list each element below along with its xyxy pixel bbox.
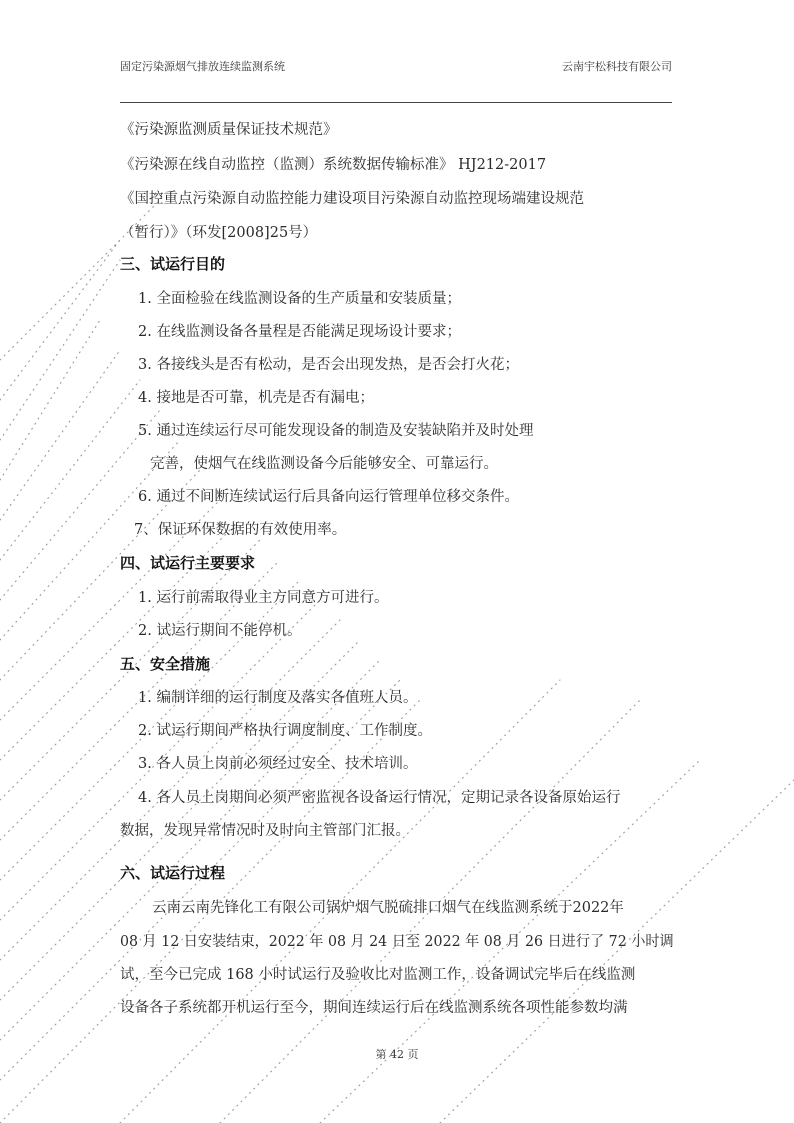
reference-line: 《国控重点污染源自动监控能力建设项目污染源自动监控现场端建设规范 (120, 191, 584, 207)
reference-line: 《污染源监测质量保证技术规范》 (120, 122, 338, 138)
header-company: 云南宇松科技有限公司 (562, 60, 672, 73)
paragraph-line: 试，至今已完成 168 小时试运行及验收比对监测工作，设备调试完毕后在线监测 (120, 967, 636, 983)
list-item: 7、保证环保数据的有效使用率。 (134, 522, 347, 538)
paragraph-line: 云南云南先锋化工有限公司锅炉烟气脱硫排口烟气在线监测系统于2022年 (152, 900, 624, 916)
list-item: 2. 在线监测设备各量程是否能满足现场设计要求； (138, 324, 461, 340)
list-item: 2. 试运行期间不能停机。 (138, 623, 302, 639)
watermark-dot-line (0, 380, 140, 560)
header-divider (120, 102, 672, 103)
list-item: 5. 通过连续运行尽可能发现设备的制造及安装缺陷并及时处理 (138, 423, 534, 439)
list-item: 1. 编制详细的运行制度及落实各值班人员。 (138, 690, 418, 706)
section-heading: 六、试运行过程 (120, 864, 226, 882)
watermark-dot-line (0, 320, 100, 480)
section-heading: 四、试运行主要要求 (120, 554, 256, 572)
list-item: 1. 运行前需取得业主方同意方可进行。 (138, 590, 389, 606)
section-heading: 三、试运行目的 (120, 255, 226, 273)
list-item: 4. 各人员上岗期间必须严密监视各设备运行情况，定期记录各设备原始运行 (138, 790, 621, 806)
page-number: 第 42 页 (375, 1048, 419, 1061)
paragraph-line: 08 月 12 日安装结束，2022 年 08 月 24 日至 2022 年 08 月 26 日进行了 72 小时调 (120, 934, 674, 950)
list-item: 数据，发现异常情况时及时向主管部门汇报。 (120, 823, 410, 839)
paragraph-line: 设备各子系统都开机运行至今，期间连续运行后在线监测系统各项性能参数均满 (120, 1000, 628, 1016)
list-item: 3. 各接线头是否有松动，是否会出现发热，是否会打火花； (138, 357, 519, 373)
watermark-dot-line (0, 260, 120, 440)
reference-line: 《污染源在线自动监控（监测）系统数据传输标准》 HJ212-2017 (120, 157, 547, 173)
list-item: 4. 接地是否可靠，机壳是否有漏电； (138, 390, 374, 406)
watermark-dot-line (440, 780, 794, 1123)
section-heading: 五、安全措施 (120, 655, 211, 673)
list-item: 1. 全面检验在线监测设备的生产质量和安装质量； (138, 291, 461, 307)
list-item: 完善，使烟气在线监测设备今后能够安全、可靠运行。 (150, 456, 498, 472)
list-item: 6. 通过不间断连续试运行后具备向运行管理单位移交条件。 (138, 489, 519, 505)
list-item: 3. 各人员上岗前必须经过安全、技术培训。 (138, 756, 418, 772)
reference-line: （暂行）》（环发[2008]25号） (120, 225, 318, 241)
watermark-dot-line (0, 240, 120, 400)
list-item: 2. 试运行期间严格执行调度制度、工作制度。 (138, 723, 432, 739)
watermark-dot-line (0, 350, 120, 520)
header-title: 固定污染源烟气排放连续监测系统 (120, 60, 285, 73)
